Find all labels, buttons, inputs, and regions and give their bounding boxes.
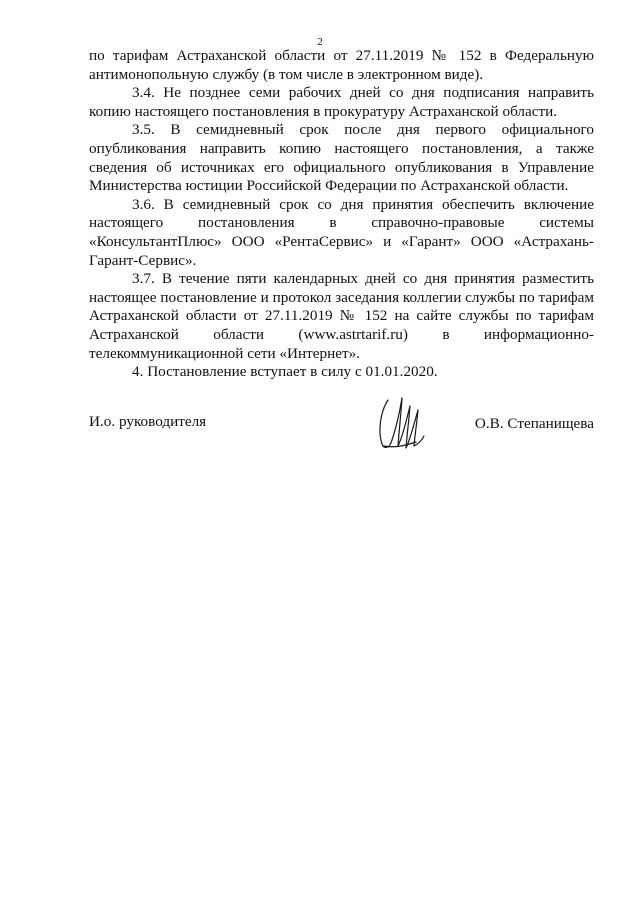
paragraph-3-4: 3.4. Не позднее семи рабочих дней со дня подписания направить копию настоящего постановления в прокуратуру Астраханской области. xyxy=(89,84,594,120)
document-body xyxy=(89,47,594,382)
signatory-name: О.В. Степанищева xyxy=(474,415,594,432)
signatory-position: И.о. руководителя xyxy=(89,413,207,430)
paragraph-3-7: 3.7. В течение пяти календарных дней со дня принятия разместить настоящее постановление и протокол заседания коллегии службы по тарифам Астраханской области от 27.11.2019 № 152 на сайте службы по тарифам Астраханской области (www.astrtarif.ru) в информационно-телекоммуникационной сети «Интернет». xyxy=(89,270,594,362)
handwritten-signature xyxy=(374,388,434,456)
paragraph-3-5: 3.5. В семидневный срок после дня первого официального опубликования направить копию настоящего постановления, а также сведения об источниках его официального опубликования в Управление Министерства юстиции Российской Федерации по Астраханской области. xyxy=(89,121,594,195)
page-number: 2 xyxy=(317,36,323,48)
paragraph-4: 4. Постановление вступает в силу с 01.01.2020. xyxy=(132,363,438,381)
paragraph-continuation: по тарифам Астраханской области от 27.11.2019 № 152 в Федеральную антимонопольную службу (в том числе в электронном виде). xyxy=(89,47,594,83)
signature-block xyxy=(89,388,594,458)
paragraph-3-6: 3.6. В семидневный срок со дня принятия обеспечить включение настоящего постановления в справочно-правовые системы «КонсультантПлюс» ООО «РентаСервис» и «Гарант» ООО «Астрахань-Гарант-Сервис». xyxy=(89,195,594,269)
